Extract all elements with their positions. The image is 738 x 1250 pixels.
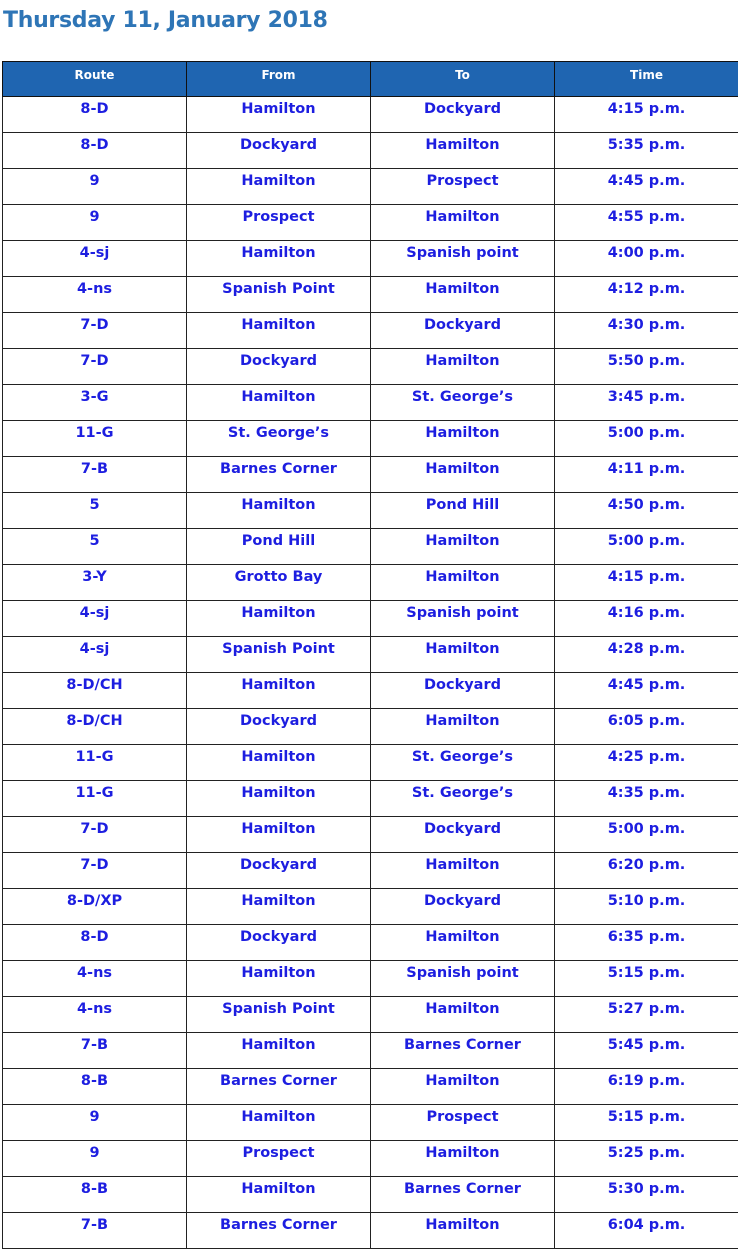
to-cell: Hamilton [371, 529, 555, 565]
table-row [3, 637, 738, 673]
route-cell: 4-ns [3, 961, 187, 997]
to-cell: Hamilton [371, 277, 555, 313]
route-cell: 3-Y [3, 565, 187, 601]
to-cell: Prospect [371, 169, 555, 205]
time-cell: 4:55 p.m. [555, 205, 738, 241]
table-row [3, 1177, 738, 1213]
route-cell: 9 [3, 1141, 187, 1177]
time-cell: 5:00 p.m. [555, 421, 738, 457]
table-row [3, 385, 738, 421]
route-cell: 4-sj [3, 637, 187, 673]
from-cell: Spanish Point [187, 277, 371, 313]
route-cell: 8-D/CH [3, 709, 187, 745]
route-cell: 4-sj [3, 601, 187, 637]
from-cell: Hamilton [187, 889, 371, 925]
table-header [3, 62, 738, 97]
from-cell: Hamilton [187, 1105, 371, 1141]
to-cell: Dockyard [371, 97, 555, 133]
from-cell: Barnes Corner [187, 1069, 371, 1105]
to-cell: Spanish point [371, 601, 555, 637]
from-cell: Hamilton [187, 1177, 371, 1213]
route-cell: 8-B [3, 1069, 187, 1105]
route-cell: 3-G [3, 385, 187, 421]
table-row [3, 493, 738, 529]
from-cell: Hamilton [187, 385, 371, 421]
time-cell: 5:50 p.m. [555, 349, 738, 385]
to-cell: Hamilton [371, 637, 555, 673]
column-header-route: Route [3, 62, 187, 97]
table-row [3, 961, 738, 997]
to-cell: St. George’s [371, 385, 555, 421]
table-row [3, 745, 738, 781]
from-cell: Hamilton [187, 781, 371, 817]
time-cell: 5:35 p.m. [555, 133, 738, 169]
time-cell: 5:10 p.m. [555, 889, 738, 925]
route-cell: 9 [3, 205, 187, 241]
from-cell: Hamilton [187, 745, 371, 781]
from-cell: Hamilton [187, 817, 371, 853]
page-title: Thursday 11, January 2018 [3, 8, 328, 33]
time-cell: 4:45 p.m. [555, 169, 738, 205]
route-cell: 8-D [3, 925, 187, 961]
table-row [3, 133, 738, 169]
route-cell: 5 [3, 493, 187, 529]
table-row [3, 1033, 738, 1069]
time-cell: 4:50 p.m. [555, 493, 738, 529]
from-cell: Hamilton [187, 1033, 371, 1069]
from-cell: Hamilton [187, 169, 371, 205]
time-cell: 6:04 p.m. [555, 1213, 738, 1249]
time-cell: 5:25 p.m. [555, 1141, 738, 1177]
table-row [3, 529, 738, 565]
time-cell: 5:00 p.m. [555, 529, 738, 565]
from-cell: Hamilton [187, 241, 371, 277]
time-cell: 4:00 p.m. [555, 241, 738, 277]
time-cell: 4:15 p.m. [555, 97, 738, 133]
to-cell: Hamilton [371, 133, 555, 169]
from-cell: Prospect [187, 205, 371, 241]
table-row [3, 817, 738, 853]
route-cell: 9 [3, 169, 187, 205]
to-cell: Hamilton [371, 349, 555, 385]
time-cell: 5:45 p.m. [555, 1033, 738, 1069]
to-cell: Hamilton [371, 421, 555, 457]
route-cell: 8-D [3, 97, 187, 133]
from-cell: Grotto Bay [187, 565, 371, 601]
table-row [3, 565, 738, 601]
table-row [3, 1069, 738, 1105]
route-cell: 11-G [3, 745, 187, 781]
table-row [3, 277, 738, 313]
time-cell: 5:15 p.m. [555, 1105, 738, 1141]
column-header-time: Time [555, 62, 738, 97]
to-cell: Hamilton [371, 997, 555, 1033]
to-cell: Hamilton [371, 853, 555, 889]
table-row [3, 673, 738, 709]
from-cell: Hamilton [187, 313, 371, 349]
to-cell: Prospect [371, 1105, 555, 1141]
table-row [3, 1213, 738, 1249]
time-cell: 4:15 p.m. [555, 565, 738, 601]
time-cell: 6:20 p.m. [555, 853, 738, 889]
to-cell: Barnes Corner [371, 1033, 555, 1069]
route-cell: 11-G [3, 421, 187, 457]
time-cell: 5:15 p.m. [555, 961, 738, 997]
route-cell: 5 [3, 529, 187, 565]
to-cell: Hamilton [371, 709, 555, 745]
from-cell: Dockyard [187, 709, 371, 745]
route-cell: 4-ns [3, 277, 187, 313]
time-cell: 6:35 p.m. [555, 925, 738, 961]
to-cell: Spanish point [371, 961, 555, 997]
table-row [3, 313, 738, 349]
from-cell: Dockyard [187, 853, 371, 889]
route-cell: 4-sj [3, 241, 187, 277]
table-row [3, 349, 738, 385]
time-cell: 3:45 p.m. [555, 385, 738, 421]
time-cell: 4:35 p.m. [555, 781, 738, 817]
table-row [3, 601, 738, 637]
to-cell: Hamilton [371, 205, 555, 241]
to-cell: Spanish point [371, 241, 555, 277]
table-row [3, 853, 738, 889]
time-cell: 5:27 p.m. [555, 997, 738, 1033]
table-row [3, 709, 738, 745]
table-row [3, 169, 738, 205]
from-cell: Hamilton [187, 601, 371, 637]
time-cell: 4:12 p.m. [555, 277, 738, 313]
table-row [3, 997, 738, 1033]
time-cell: 6:19 p.m. [555, 1069, 738, 1105]
to-cell: Hamilton [371, 1141, 555, 1177]
time-cell: 5:30 p.m. [555, 1177, 738, 1213]
time-cell: 4:45 p.m. [555, 673, 738, 709]
to-cell: Hamilton [371, 925, 555, 961]
route-cell: 7-B [3, 1213, 187, 1249]
route-cell: 8-D/XP [3, 889, 187, 925]
route-cell: 7-B [3, 457, 187, 493]
time-cell: 6:05 p.m. [555, 709, 738, 745]
time-cell: 4:16 p.m. [555, 601, 738, 637]
from-cell: St. George’s [187, 421, 371, 457]
from-cell: Hamilton [187, 493, 371, 529]
from-cell: Hamilton [187, 97, 371, 133]
route-cell: 8-B [3, 1177, 187, 1213]
from-cell: Dockyard [187, 925, 371, 961]
table-row [3, 1141, 738, 1177]
table-row [3, 889, 738, 925]
table-row [3, 241, 738, 277]
from-cell: Barnes Corner [187, 1213, 371, 1249]
route-cell: 7-B [3, 1033, 187, 1069]
to-cell: St. George’s [371, 781, 555, 817]
from-cell: Prospect [187, 1141, 371, 1177]
to-cell: Dockyard [371, 313, 555, 349]
to-cell: Barnes Corner [371, 1177, 555, 1213]
from-cell: Spanish Point [187, 637, 371, 673]
from-cell: Hamilton [187, 961, 371, 997]
to-cell: Hamilton [371, 1213, 555, 1249]
table-row [3, 925, 738, 961]
time-cell: 4:25 p.m. [555, 745, 738, 781]
from-cell: Spanish Point [187, 997, 371, 1033]
to-cell: Pond Hill [371, 493, 555, 529]
time-cell: 4:11 p.m. [555, 457, 738, 493]
time-cell: 5:00 p.m. [555, 817, 738, 853]
route-cell: 7-D [3, 853, 187, 889]
time-cell: 4:28 p.m. [555, 637, 738, 673]
time-cell: 4:30 p.m. [555, 313, 738, 349]
bus-schedule-table [2, 61, 738, 1249]
table-row [3, 97, 738, 133]
from-cell: Pond Hill [187, 529, 371, 565]
to-cell: Dockyard [371, 817, 555, 853]
route-cell: 9 [3, 1105, 187, 1141]
to-cell: Hamilton [371, 565, 555, 601]
from-cell: Dockyard [187, 349, 371, 385]
route-cell: 4-ns [3, 997, 187, 1033]
route-cell: 7-D [3, 313, 187, 349]
route-cell: 11-G [3, 781, 187, 817]
table-row [3, 1105, 738, 1141]
to-cell: Hamilton [371, 1069, 555, 1105]
table-row [3, 205, 738, 241]
route-cell: 8-D [3, 133, 187, 169]
table-body [3, 97, 738, 1249]
to-cell: St. George’s [371, 745, 555, 781]
table-row [3, 457, 738, 493]
column-header-from: From [187, 62, 371, 97]
from-cell: Barnes Corner [187, 457, 371, 493]
to-cell: Dockyard [371, 889, 555, 925]
route-cell: 8-D/CH [3, 673, 187, 709]
route-cell: 7-D [3, 349, 187, 385]
table-row [3, 421, 738, 457]
table-row [3, 781, 738, 817]
route-cell: 7-D [3, 817, 187, 853]
to-cell: Hamilton [371, 457, 555, 493]
to-cell: Dockyard [371, 673, 555, 709]
from-cell: Dockyard [187, 133, 371, 169]
header-row [3, 62, 738, 97]
column-header-to: To [371, 62, 555, 97]
from-cell: Hamilton [187, 673, 371, 709]
